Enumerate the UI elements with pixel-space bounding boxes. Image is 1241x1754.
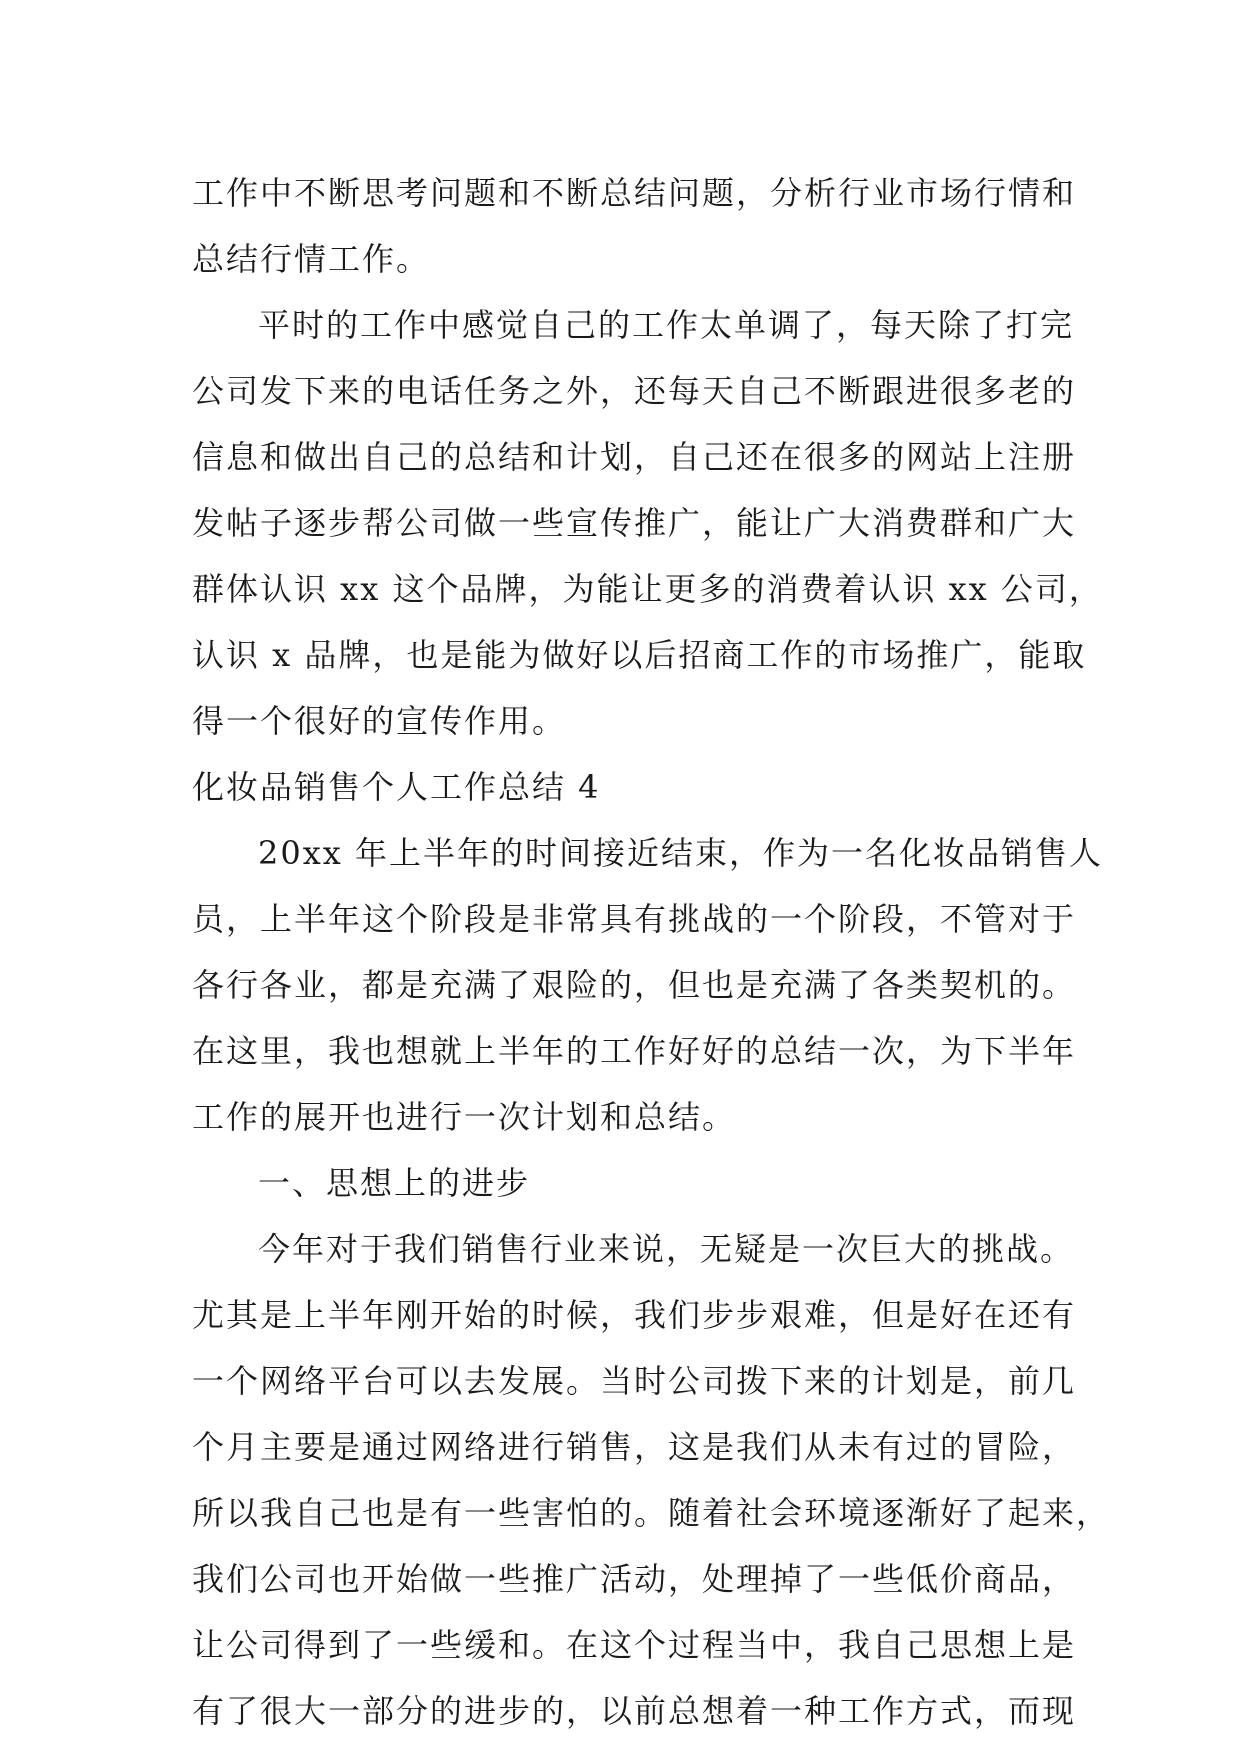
document-body	[192, 160, 1111, 1744]
paragraph-line: 发帖子逐步帮公司做一些宣传推广，能让广大消费群和广大	[192, 504, 1077, 542]
paragraph-line: 有了很大一部分的进步的，以前总想着一种工作方式，而现	[192, 1692, 1077, 1730]
paragraph-line: 得一个很好的宣传作用。	[192, 702, 567, 740]
paragraph-line: 一个网络平台可以去发展。当时公司拨下来的计划是，前几	[192, 1362, 1077, 1400]
paragraph-line: 公司发下来的电话任务之外，还每天自己不断跟进很多老的	[192, 372, 1077, 410]
subsection-heading: 一、思想上的进步	[258, 1164, 531, 1202]
paragraph-line: 信息和做出自己的总结和计划，自己还在很多的网站上注册	[192, 438, 1077, 476]
paragraph-line: 今年对于我们销售行业来说，无疑是一次巨大的挑战。	[258, 1230, 1075, 1268]
paragraph-line: 所以我自己也是有一些害怕的。随着社会环境逐渐好了起来，	[192, 1494, 1111, 1532]
paragraph-line: 在这里，我也想就上半年的工作好好的总结一次，为下半年	[192, 1032, 1077, 1070]
paragraph-line: 尤其是上半年刚开始的时候，我们步步艰难，但是好在还有	[192, 1296, 1077, 1334]
paragraph-line: 总结行情工作。	[192, 240, 431, 278]
paragraph-line: 工作的展开也进行一次计划和总结。	[192, 1098, 737, 1136]
paragraph-line: 我们公司也开始做一些推广活动，处理掉了一些低价商品，	[192, 1560, 1077, 1598]
paragraph-line: 20xx 年上半年的时间接近结束，作为一名化妆品销售人	[258, 834, 1103, 872]
paragraph-line: 各行各业，都是充满了艰险的，但也是充满了各类契机的。	[192, 966, 1077, 1004]
paragraph-line: 认识 x 品牌，也是能为做好以后招商工作的市场推广，能取	[192, 636, 1087, 674]
paragraph-line: 员，上半年这个阶段是非常具有挑战的一个阶段，不管对于	[192, 900, 1077, 938]
paragraph-line: 工作中不断思考问题和不断总结问题，分析行业市场行情和	[192, 174, 1077, 212]
section-heading: 化妆品销售个人工作总结 4	[192, 768, 601, 806]
paragraph-line: 平时的工作中感觉自己的工作太单调了，每天除了打完	[258, 306, 1075, 344]
paragraph-line: 群体认识 xx 这个品牌，为能让更多的消费着认识 xx 公司，	[192, 570, 1103, 608]
paragraph-line: 个月主要是通过网络进行销售，这是我们从未有过的冒险，	[192, 1428, 1077, 1466]
paragraph-line: 让公司得到了一些缓和。在这个过程当中，我自己思想上是	[192, 1626, 1077, 1664]
